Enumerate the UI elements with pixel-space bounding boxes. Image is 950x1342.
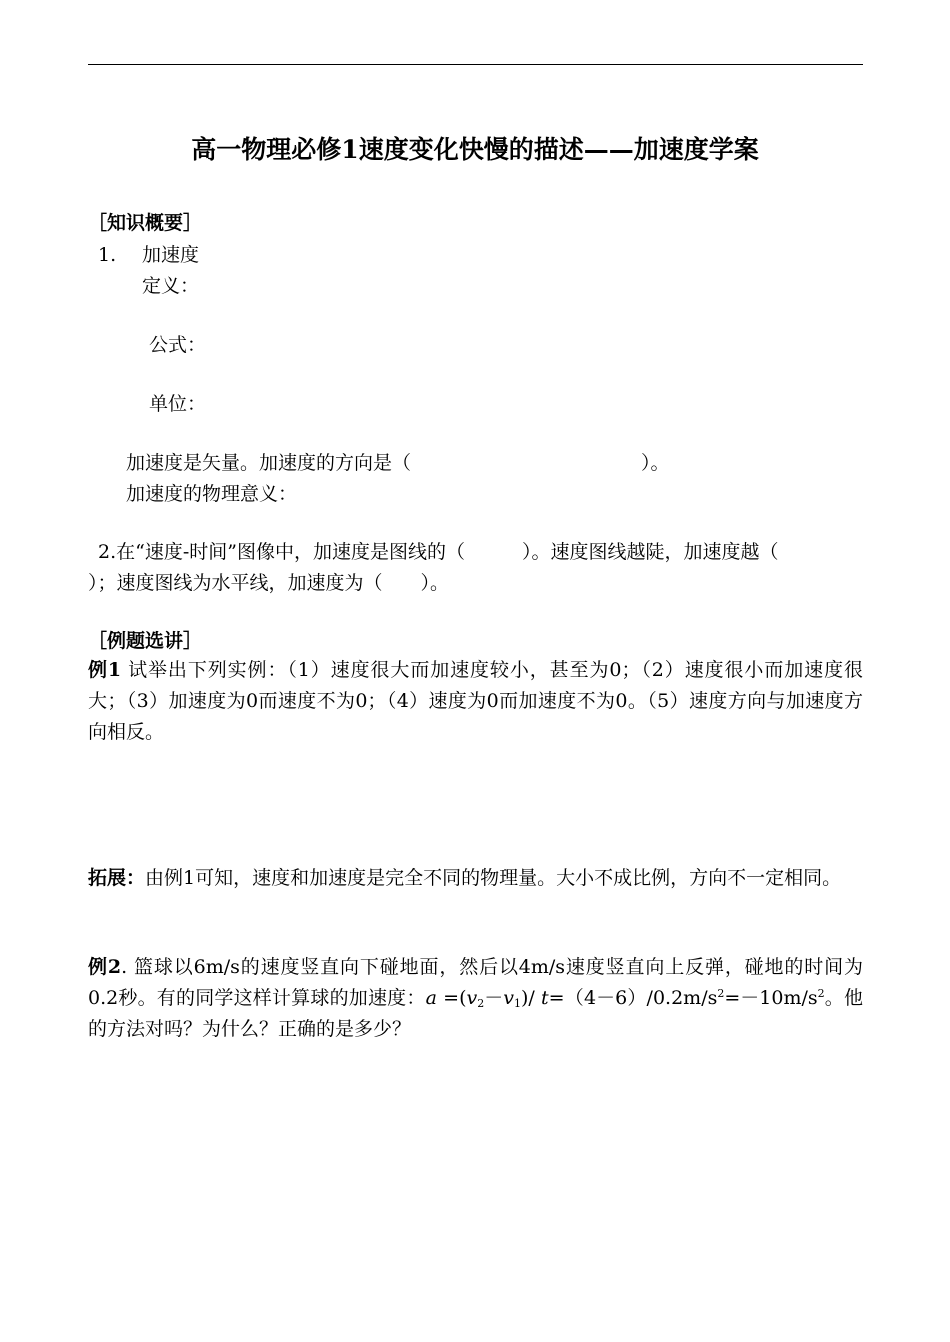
knowledge-heading: ［知识概要］ — [88, 212, 203, 234]
formula-v1: v — [503, 987, 514, 1009]
extension-paragraph — [88, 863, 863, 894]
item2-line1: 2.在“速度-时间”图像中，加速度是图线的（ ）。速度图线越陡，加速度越（ — [98, 541, 779, 563]
vector-direction-end: ）。 — [641, 452, 670, 474]
document-title: 高一物理必修1速度变化快慢的描述——加速度学案 — [191, 135, 759, 164]
header-rule — [88, 64, 863, 65]
formula-v2: v — [466, 987, 478, 1009]
formula-result: =－10m/s — [724, 987, 818, 1009]
item2-line2: ）；速度图线为水平线，加速度为（ ）。 — [88, 572, 450, 594]
example2-paragraph — [88, 952, 863, 1045]
example1-paragraph — [88, 655, 863, 748]
unit-label: 单位： — [149, 393, 207, 415]
vector-direction-text: 加速度是矢量。加速度的方向是（ — [126, 452, 412, 474]
formula-sub-1: 1 — [513, 997, 521, 1010]
examples-heading: ［例题选讲］ — [88, 630, 203, 652]
formula-close: )/ — [520, 987, 542, 1009]
formula-open: =( — [436, 987, 467, 1009]
example2-text-a: . 篮球以6m/s的速度竖直向下碰地面，然后以4m/s速度竖直向上反弹，碰地的时间为0.2秒。有的同学这样计算球的加速度： — [88, 956, 863, 1009]
formula-sup-1: 2 — [717, 987, 725, 1000]
example1-text: 试举出下列实例：（1）速度很大而加速度较小，甚至为0；（2）速度很小而加速度很大；（3）加速度为0而速度不为0；（4）速度为0而加速度不为0。（5）速度方向与加速度方向相反。 — [88, 659, 863, 743]
formula-sup-2: 2 — [817, 987, 825, 1000]
physical-meaning-label: 加速度的物理意义： — [126, 483, 298, 505]
formula-minus: － — [484, 987, 504, 1009]
formula-label: 公式： — [149, 334, 207, 356]
item1-number: 1. — [98, 244, 117, 266]
example2-label: 例2 — [88, 956, 122, 978]
formula-a: a — [425, 987, 437, 1009]
extension-label: 拓展： — [88, 867, 146, 889]
vector-direction-line — [126, 454, 411, 473]
extension-text: 由例1可知，速度和加速度是完全不同的物理量。大小不成比例，方向不一定相同。 — [145, 867, 842, 889]
item1-label: 加速度 — [142, 244, 200, 266]
formula-sub-2: 2 — [477, 997, 485, 1010]
formula-calc: =（4－6）/0.2m/s — [548, 987, 718, 1009]
formula-t: t — [541, 987, 549, 1009]
definition-label: 定义： — [142, 275, 200, 297]
example1-label: 例1 — [88, 659, 122, 681]
example2-text-b: 。他的方法对吗？为什么？正确的是多少？ — [88, 987, 864, 1040]
